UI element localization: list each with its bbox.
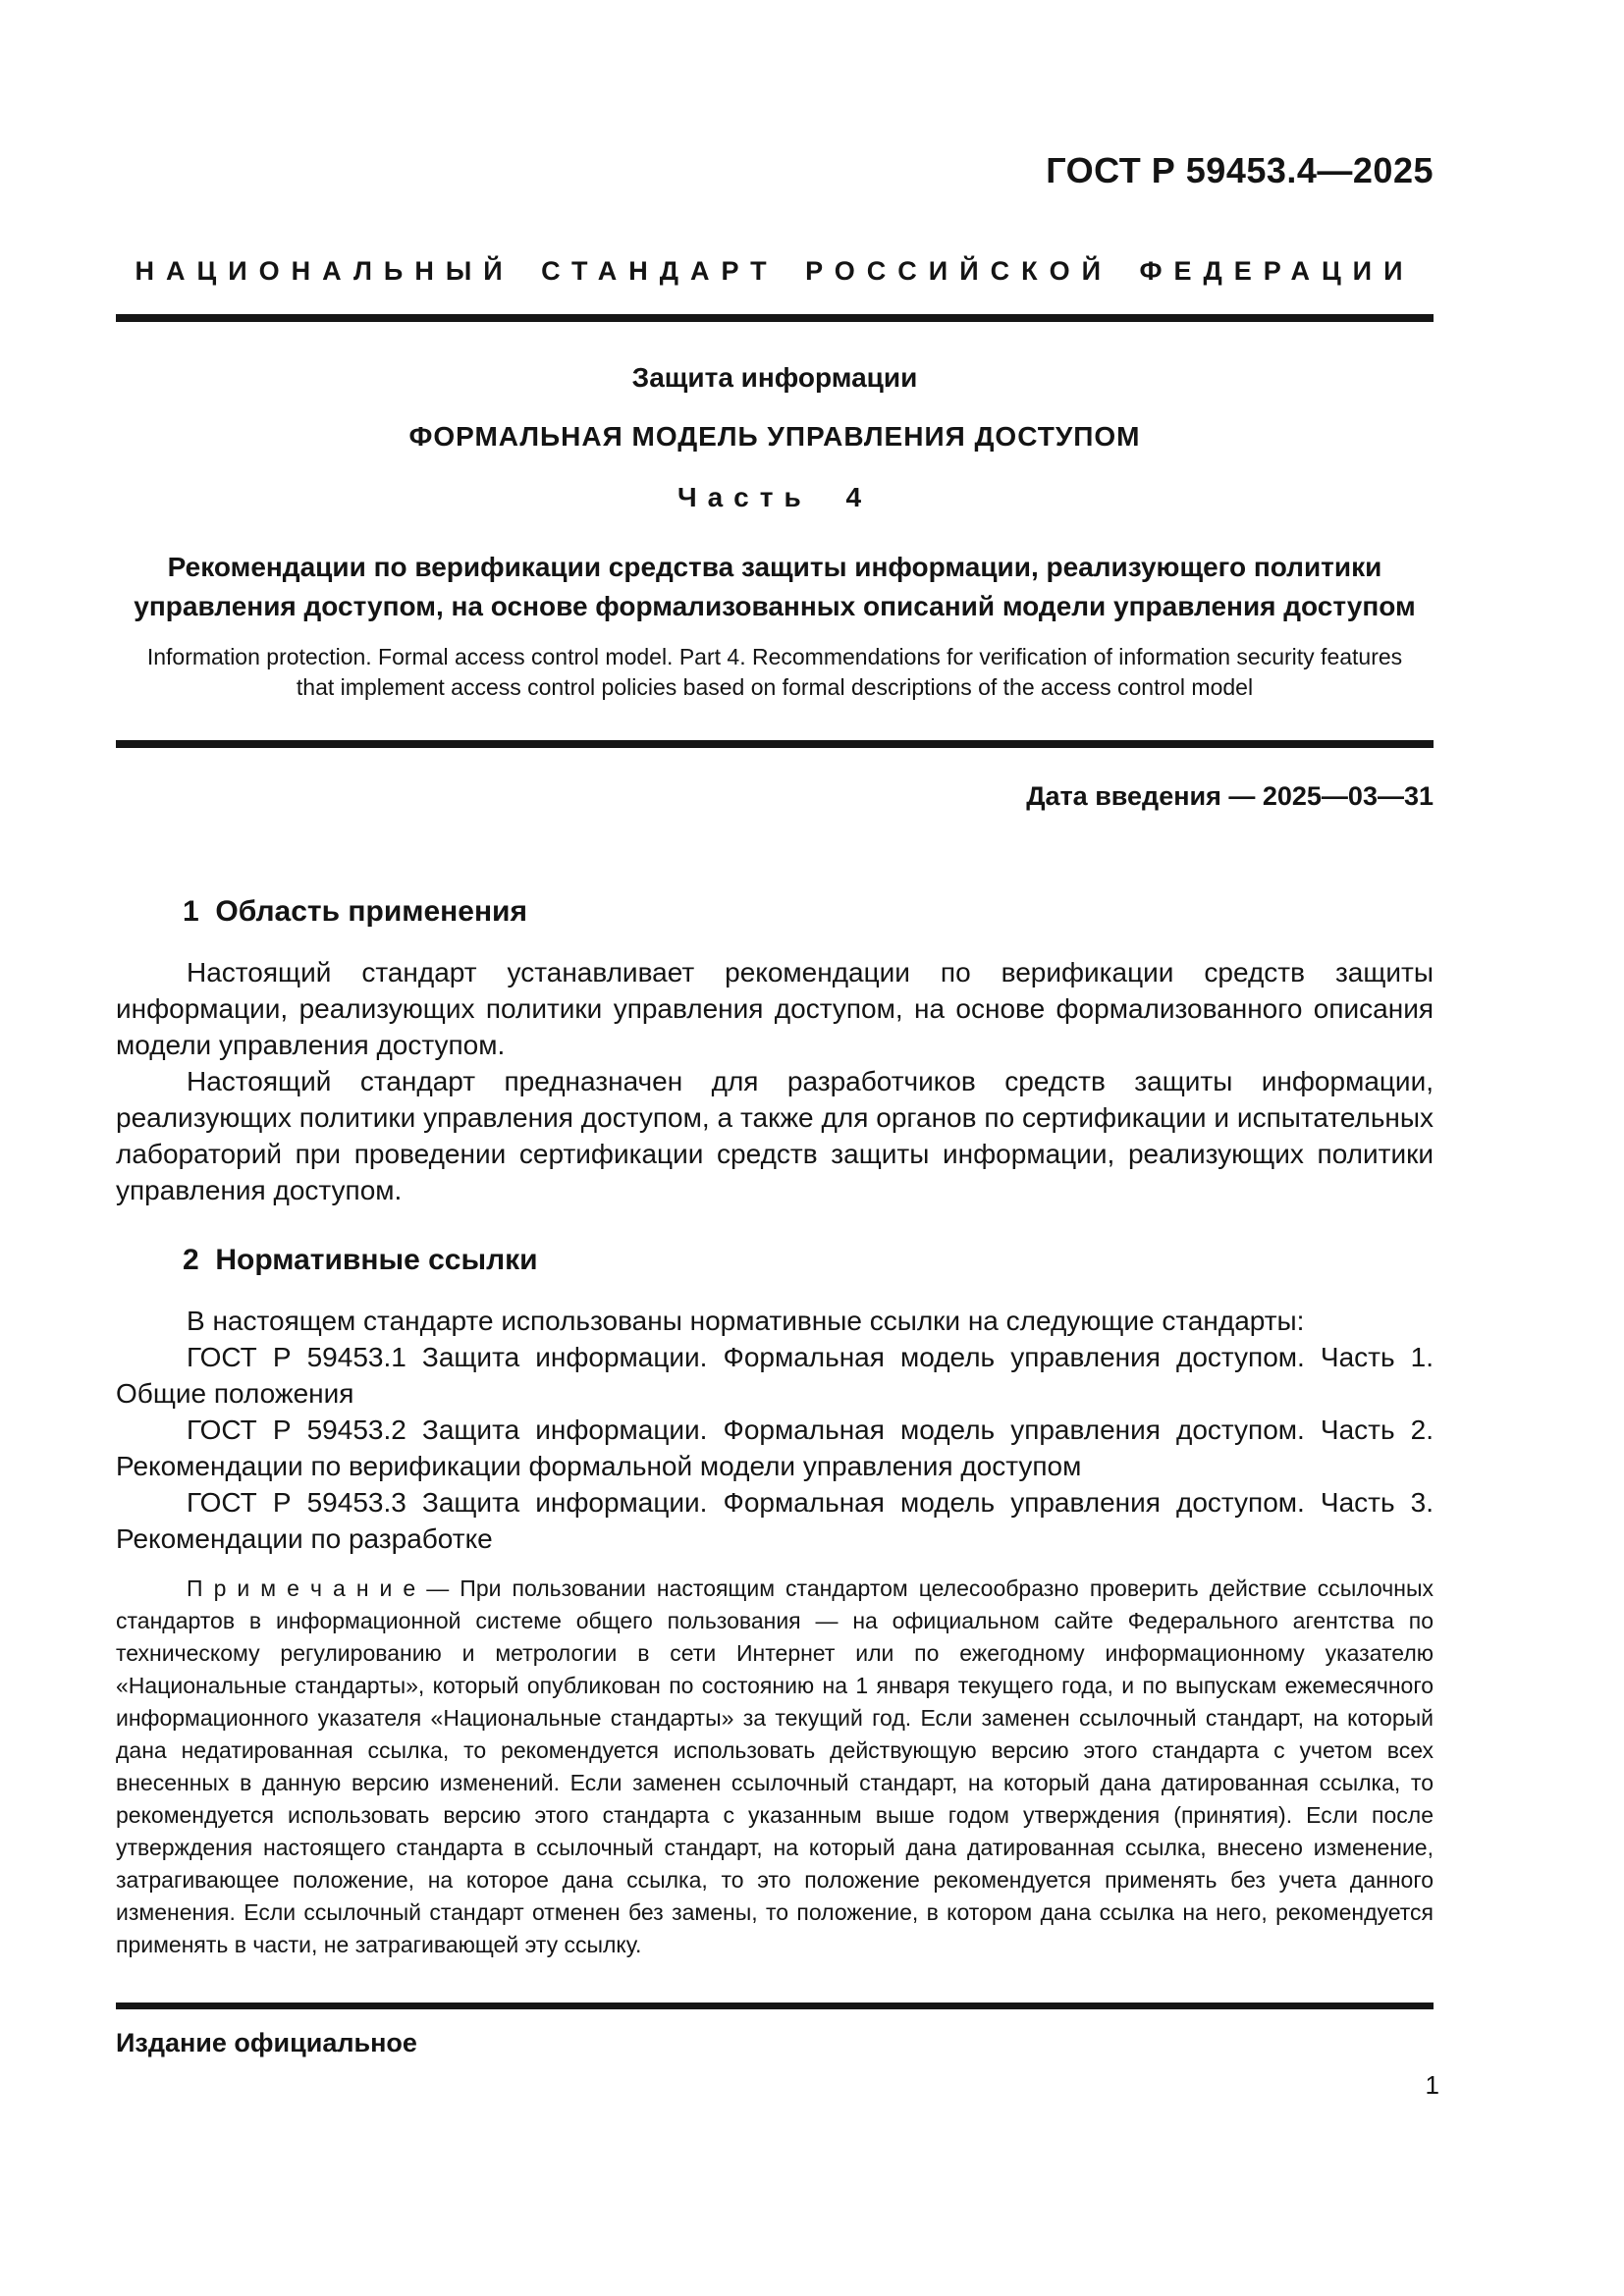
document-part-label: Часть 4	[677, 482, 873, 512]
section-2-intro-paragraph: В настоящем стандарте использованы нормативные ссылки на следующие стандарты:	[187, 1306, 1305, 1336]
middle-divider-rule	[116, 740, 1434, 748]
top-divider-rule	[116, 314, 1434, 322]
normative-reference: ГОСТ Р 59453.2 Защита информации. Формальная модель управления доступом. Часть 2. Рекомендации по верификации формальной модели управления доступом	[116, 1415, 1434, 1481]
normative-reference: ГОСТ Р 59453.1 Защита информации. Формальная модель управления доступом. Часть 1. Общие положения	[116, 1342, 1434, 1409]
effective-date: Дата введения — 2025—03—31	[1026, 781, 1434, 811]
section-2-heading: 2 Нормативные ссылки	[183, 1244, 538, 1276]
page-number: 1	[1425, 2070, 1439, 2100]
section-1-heading: 1 Область применения	[183, 895, 528, 928]
subtitle-russian: Рекомендации по верификации средства защиты информации, реализующего политики управления доступом, на основе формализованных описаний модели управления доступом	[134, 552, 1416, 621]
official-edition-label: Издание официальное	[116, 2028, 417, 2057]
subtitle-english: Information protection. Formal access control model. Part 4. Recommendations for verification of information security features that implement access control policies based on formal descriptions of the access control model	[146, 644, 1403, 700]
note-paragraph: П р и м е ч а н и е — При пользовании настоящим стандартом целесообразно проверить действие ссылочных стандартов в информационной системе общего пользования — на официальном сайте Федерального агентства по техническому регулированию и метрологии в сети Интернет или по ежегодному информационному указателю «Национальные стандарты», который опубликован по состоянию на 1 января текущего года, и по выпускам ежемесячного информационного указателя «Национальные стандарты» за текущий год. Если заменен ссылочный стандарт, на который дана недатированная ссылка, то рекомендуется использовать действующую версию этого стандарта с учетом всех внесенных в данную версию изменений. Если заменен ссылочный стандарт, на который дана датированная ссылка, то рекомендуется использовать версию этого стандарта с указанным выше годом утверждения (принятия). Если после утверждения настоящего стандарта в ссылочный стандарт, на который дана датированная ссылка, внесено изменение, затрагивающее положение, на которое дана ссылка, то это положение рекомендуется применять без учета данного изменения. Если ссылочный стандарт отменен без замены, то положение, в котором дана ссылка на него, рекомендуется применять в части, не затрагивающей эту ссылку.	[116, 1575, 1434, 1957]
section-1-paragraph: Настоящий стандарт устанавливает рекомендации по верификации средств защиты информации, реализующих политики управления доступом, на основе формализованного описания модели управления доступом.	[116, 957, 1434, 1060]
document-subject: Защита информации	[631, 362, 918, 393]
document-code-header: ГОСТ Р 59453.4—2025	[1046, 150, 1434, 190]
bottom-divider-rule	[116, 2002, 1434, 2009]
document-title: ФОРМАЛЬНАЯ МОДЕЛЬ УПРАВЛЕНИЯ ДОСТУПОМ	[408, 421, 1141, 452]
normative-reference: ГОСТ Р 59453.3 Защита информации. Формальная модель управления доступом. Часть 3. Рекомендации по разработке	[116, 1487, 1434, 1554]
section-1-paragraph: Настоящий стандарт предназначен для разработчиков средств защиты информации, реализующих политики управления доступом, а также для органов по сертификации и испытательных лабораторий при проведении сертификации средств защиты информации, реализующих политики управления доступом.	[116, 1066, 1434, 1205]
standard-type-line: НАЦИОНАЛЬНЫЙ СТАНДАРТ РОССИЙСКОЙ ФЕДЕРАЦИИ	[135, 256, 1415, 286]
